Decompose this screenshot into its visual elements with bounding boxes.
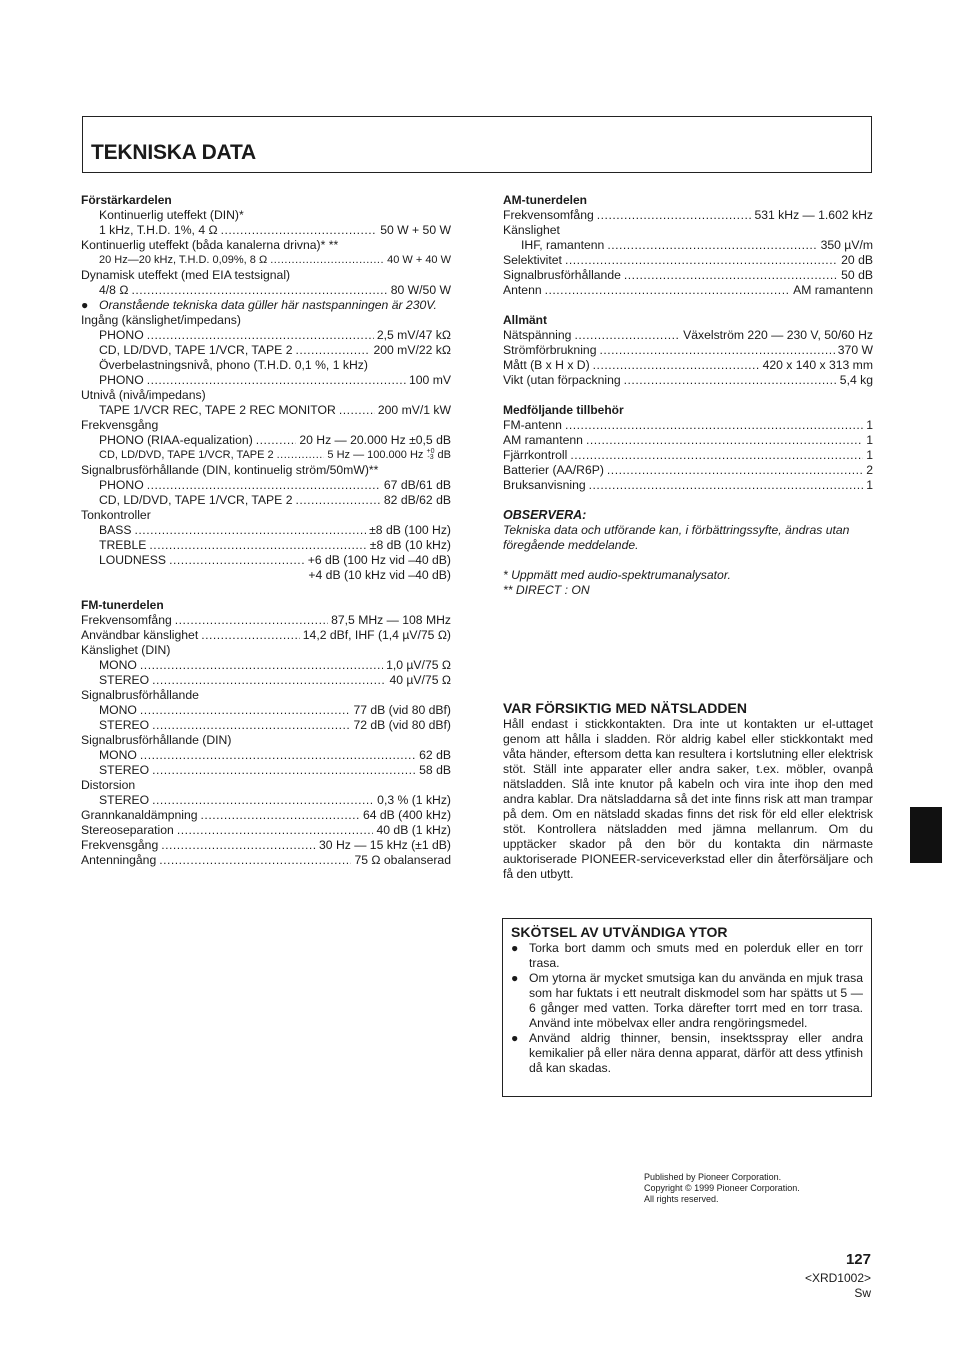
am-heading: AM-tunerdelen <box>503 193 587 207</box>
spec-value: 200 mV/22 kΩ <box>373 343 451 357</box>
spec-row <box>81 853 451 868</box>
spec-label: Distorsion <box>81 778 136 792</box>
spec-value: 5,4 kg <box>839 373 873 387</box>
spec-value: +6 dB (100 Hz vid –40 dB) <box>307 553 451 567</box>
spec-value: 1 <box>866 478 873 492</box>
spec-label: STEREO <box>99 763 150 777</box>
spec-value: 0,3 % (1 kHz) <box>377 793 451 807</box>
spec-label: TREBLE <box>99 538 147 552</box>
spec-value: 82 dB/62 dB <box>383 493 451 507</box>
bullet-icon: ● <box>511 1031 519 1045</box>
spec-label: FM-antenn <box>503 418 562 432</box>
warning-title: VAR FÖRSIKTIG MED NÄTSLADDEN <box>503 700 747 716</box>
spec-row <box>81 763 451 778</box>
spec-label: Känslighet <box>503 223 560 237</box>
spec-label: Fjärrkontroll <box>503 448 568 462</box>
spec-label: Selektivitet <box>503 253 562 267</box>
spec-row <box>81 838 451 853</box>
spec-row <box>503 283 873 298</box>
spec-value: 62 dB <box>419 748 451 762</box>
tolerance-down: -3 <box>427 454 434 462</box>
spec-row <box>81 673 451 688</box>
spec-label: Frekvensgång <box>81 838 159 852</box>
section-tab-marker <box>910 807 942 863</box>
bullet-icon: ● <box>511 941 519 955</box>
spec-value: 40 dB (1 kHz) <box>376 823 451 837</box>
freq-range: 5 Hz — 100.000 Hz <box>327 449 424 461</box>
spec-label: MONO <box>99 703 137 717</box>
item-text: Om ytorna är mycket smutsiga kan du använda en mjuk trasa som har fuktats i ett neutralt diskmodel som har spätts ut 5 — 6 gånger med vatten. Torka därefter torrt med en torr trasa. Använd inte möbelvax eller andra rengöringsmedel. <box>529 971 863 1030</box>
spec-row <box>503 373 873 388</box>
observe-text: Tekniska data och utförande kan, i förbättringssyfte, ändras utan föregående meddelande. <box>503 523 850 552</box>
spec-label: Frekvensgång <box>81 418 159 432</box>
spec-label: STEREO <box>99 718 150 732</box>
spec-row <box>81 628 451 643</box>
list-item <box>511 941 863 971</box>
spec-row <box>503 418 873 433</box>
page-number: 127 <box>845 1251 871 1268</box>
general-heading: Allmänt <box>503 313 548 327</box>
spec-label: Känslighet (DIN) <box>81 643 171 657</box>
spec-value: 420 x 140 x 313 mm <box>762 358 873 372</box>
spec-label: Vikt (utan förpackning <box>503 373 621 387</box>
spec-label: Grannkanaldämpning <box>81 808 198 822</box>
spec-label: CD, LD/DVD, TAPE 1/VCR, TAPE 2 <box>99 493 293 507</box>
spec-row <box>503 253 873 268</box>
spec-value: 50 W + 50 W <box>380 223 451 237</box>
rights-line: All rights reserved. <box>644 1194 719 1204</box>
spec-row <box>503 463 873 478</box>
spec-label: Stereoseparation <box>81 823 174 837</box>
spec-row <box>81 403 451 418</box>
spec-row <box>81 793 451 808</box>
spec-row <box>81 538 451 553</box>
list-item <box>511 971 863 1031</box>
bullet-icon: ● <box>511 971 519 985</box>
spec-label: BASS <box>99 523 132 537</box>
item-text: Använd aldrig thinner, bensin, insektsspray eller andra kemikalier på eller nära denna apparat, därför att dess ytfinish då kan skadas. <box>529 1031 863 1075</box>
spec-label: IHF, ramantenn <box>521 238 605 252</box>
spec-label: Batterier (AA/R6P) <box>503 463 604 477</box>
spec-value: 200 mV/1 kW <box>377 403 451 417</box>
spec-row <box>81 568 451 583</box>
spec-label: STEREO <box>99 673 150 687</box>
language-code: Sw <box>854 1286 871 1300</box>
spec-label: Dynamisk uteffekt (med EIA testsignal) <box>81 268 291 282</box>
spec-label: CD, LD/DVD, TAPE 1/VCR, TAPE 2 <box>99 449 274 461</box>
footnote: * Uppmätt med audio-spektrumanalysator. <box>503 568 731 582</box>
spec-row <box>81 823 451 838</box>
spec-label: TAPE 1/VCR REC, TAPE 2 REC MONITOR <box>99 403 336 417</box>
spec-row <box>81 223 451 238</box>
amplifier-heading: Förstärkardelen <box>81 193 172 207</box>
spec-value: 67 dB/61 dB <box>383 478 451 492</box>
spec-row <box>81 553 451 568</box>
tolerance-unit: dB <box>437 449 451 461</box>
spec-label: CD, LD/DVD, TAPE 1/VCR, TAPE 2 <box>99 343 293 357</box>
warning-section <box>503 699 873 882</box>
spec-value: 1 <box>866 448 873 462</box>
spec-label: 20 Hz—20 kHz, T.H.D. 0,09%, 8 Ω <box>99 254 268 266</box>
spec-value: 1,0 µV/75 Ω <box>386 658 451 672</box>
spec-row <box>503 268 873 283</box>
spec-value: 20 Hz — 20.000 Hz ±0,5 dB <box>299 433 451 447</box>
spec-value: 58 dB <box>419 763 451 777</box>
spec-row <box>81 523 451 538</box>
spec-label: MONO <box>99 748 137 762</box>
spec-value: 2,5 mV/47 kΩ <box>376 328 451 342</box>
spec-value: 80 W/50 W <box>390 283 451 297</box>
spec-row <box>81 808 451 823</box>
title-box <box>82 116 872 173</box>
spec-label: Signalbrusförhållande <box>503 268 621 282</box>
spec-row <box>81 253 451 268</box>
spec-row <box>81 748 451 763</box>
spec-value: 14,2 dBf, IHF (1,4 µV/75 Ω) <box>302 628 451 642</box>
spec-label: Frekvensomfång <box>503 208 594 222</box>
spec-value: AM ramantenn <box>793 283 873 297</box>
spec-value: 531 kHz — 1.602 kHz <box>754 208 873 222</box>
item-text: Torka bort damm och smuts med en polerduk eller en torr trasa. <box>529 941 863 970</box>
spec-label: Antenn <box>503 283 542 297</box>
spec-label: Antenningång <box>81 853 157 867</box>
spec-row <box>81 328 451 343</box>
fm-heading: FM-tunerdelen <box>81 598 164 612</box>
care-box <box>502 918 872 1097</box>
spec-row <box>503 238 873 253</box>
spec-value: 100 mV <box>408 373 451 387</box>
spec-value: 72 dB (vid 80 dBf) <box>353 718 451 732</box>
care-title: SKÖTSEL AV UTVÄNDIGA YTOR <box>511 924 728 940</box>
spec-row <box>81 703 451 718</box>
spec-value: 2 <box>866 463 873 477</box>
spec-label: MONO <box>99 658 137 672</box>
spec-row <box>81 718 451 733</box>
spec-label: STEREO <box>99 793 150 807</box>
spec-row <box>81 478 451 493</box>
spec-row <box>81 373 451 388</box>
spec-label: Bruksanvisning <box>503 478 586 492</box>
spec-row <box>503 343 873 358</box>
spec-value: 64 dB (400 kHz) <box>362 808 451 822</box>
spec-value: 1 <box>866 418 873 432</box>
spec-label: Kontinuerlig uteffekt (båda kanalerna drivna)* ** <box>81 238 339 252</box>
spec-value: 40 µV/75 Ω <box>389 673 451 687</box>
copyright-line: Copyright © 1999 Pioneer Corporation. <box>644 1183 800 1193</box>
spec-label: Användbar känslighet <box>81 628 199 642</box>
spec-row <box>81 448 451 463</box>
voltage-note <box>81 298 451 313</box>
observe-title: OBSERVERA: <box>503 508 587 522</box>
spec-label: Frekvensomfång <box>81 613 172 627</box>
spec-value: ±8 dB (10 kHz) <box>369 538 451 552</box>
list-item <box>511 1031 863 1076</box>
spec-label: AM ramantenn <box>503 433 583 447</box>
spec-value: 77 dB (vid 80 dBf) <box>353 703 451 717</box>
spec-value <box>327 448 451 463</box>
accessories-heading: Medföljande tillbehör <box>503 403 624 417</box>
spec-row <box>81 433 451 448</box>
spec-row <box>81 283 451 298</box>
care-list <box>511 941 863 1076</box>
spec-row <box>503 358 873 373</box>
note-text: Oranstående tekniska data güller här nastspanningen är 230V. <box>99 298 437 312</box>
spec-row <box>503 208 873 223</box>
spec-row <box>503 478 873 493</box>
spec-label: Utnivå (nivå/impedans) <box>81 388 206 402</box>
tolerance-up: +0 <box>426 448 435 456</box>
spec-label: PHONO <box>99 373 144 387</box>
spec-label: PHONO <box>99 328 144 342</box>
spec-label: Överbelastningsnivå, phono (T.H.D. 0,1 %, 1 kHz) <box>99 358 368 372</box>
spec-label: Signalbrusförhållande (DIN) <box>81 733 232 747</box>
warning-text: Håll endast i stickkontakten. Dra inte ut kontakten ur el-uttaget genom att hålla i sladden. Rör aldrig kabel eller stickkontakt med våta händer, eftersom detta kan resultera i kortslutning eller elektrisk stöt. Ställ inte apparater eller andra saker, t.ex. möbler, ovanpå nätsladden. Slå inte knutor på kabeln och vira inte ihop den med andra kablar. Dra nätsladdarna så det inte finns risk att man trampar på dem. Om en nätsladd skadas finns det risk för eld eller elektrisk stöt. Kontrollera nätsladden med jämna mellanrum. Om du upptäcker skador på den bör du kontakta din närmaste auktoriserade PIONEER-serviceverkstad eller din återförsäljare och få den utbytt. <box>503 717 873 881</box>
spec-value: 20 dB <box>841 253 873 267</box>
spec-value: ±8 dB (100 Hz) <box>369 523 451 537</box>
right-column <box>503 193 873 598</box>
spec-label: Strömförbrukning <box>503 343 597 357</box>
spec-row <box>81 658 451 673</box>
left-column <box>81 193 451 868</box>
spec-value: 87,5 MHz — 108 MHz <box>331 613 451 627</box>
spec-value: +4 dB (10 kHz vid –40 dB) <box>308 568 451 582</box>
publisher-line: Published by Pioneer Corporation. <box>644 1172 782 1182</box>
model-code: <XRD1002> <box>804 1271 871 1285</box>
spec-value: 40 W + 40 W <box>387 254 451 266</box>
spec-row <box>81 343 451 358</box>
bullet-icon: ● <box>81 298 89 312</box>
spec-value: 370 W <box>837 343 873 357</box>
spec-label: 4/8 Ω <box>99 283 129 297</box>
spec-label: Signalbrusförhållande <box>81 688 199 702</box>
spec-value: Växelström 220 — 230 V, 50/60 Hz <box>683 328 873 342</box>
spec-value: 75 Ω obalanserad <box>354 853 451 867</box>
spec-label: Kontinuerlig uteffekt (DIN)* <box>99 208 244 222</box>
spec-value: 30 Hz — 15 kHz (±1 dB) <box>319 838 451 852</box>
spec-label: LOUDNESS <box>99 553 167 567</box>
spec-label: PHONO (RIAA-equalization) <box>99 433 253 447</box>
spec-row <box>503 433 873 448</box>
publisher-info <box>644 1172 800 1205</box>
spec-label: Mått (B x H x D) <box>503 358 590 372</box>
spec-value: 50 dB <box>841 268 873 282</box>
page-title: TEKNISKA DATA <box>91 141 257 164</box>
spec-value: 350 µV/m <box>820 238 873 252</box>
spec-label: Tonkontroller <box>81 508 151 522</box>
footnote: ** DIRECT : ON <box>503 583 590 597</box>
spec-value: 1 <box>866 433 873 447</box>
spec-label: Ingång (känslighet/impedans) <box>81 313 241 327</box>
spec-row <box>81 493 451 508</box>
doc-code <box>805 1271 871 1301</box>
spec-label: Nätspänning <box>503 328 572 342</box>
spec-label: 1 kHz, T.H.D. 1%, 4 Ω <box>99 223 218 237</box>
spec-label: Signalbrusförhållande (DIN, kontinuelig ström/50mW)** <box>81 463 379 477</box>
spec-row <box>503 328 873 343</box>
spec-label: PHONO <box>99 478 144 492</box>
spec-row <box>81 613 451 628</box>
spec-row <box>503 448 873 463</box>
